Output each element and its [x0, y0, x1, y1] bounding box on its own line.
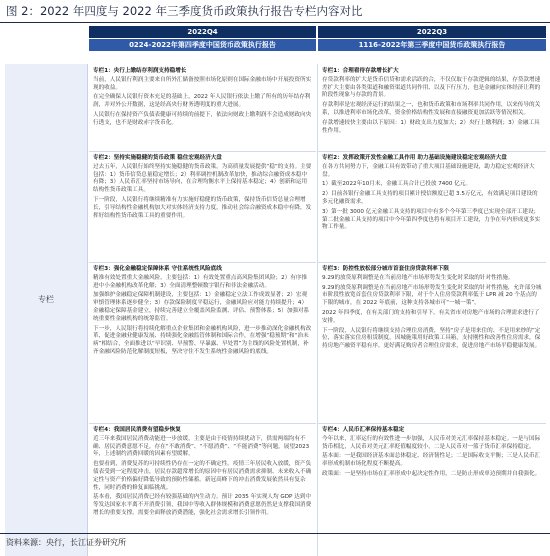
row-label: 专栏: [38, 295, 54, 304]
header-left-subtitle: 0224-2022年第四季度中国货币政策执行报告: [89, 39, 316, 51]
left-para: 近三年来我国居民消费动能进一步放缓，主要是由于疫情持续扰动下，供需两端均有不确、居民消费意愿不足。存在“不敢消费”、“不愿消费”、“不能消费”等问题。展望2023年，上述制约消费回暖的因素有望缓解。: [93, 435, 310, 458]
left-row-divider: [89, 262, 316, 263]
left-heading-3: 专栏3：强化金融稳定保障体系 守住系统性风险底线: [93, 266, 222, 272]
right-heading-1: 专栏1：合理看待存款增长扩大: [322, 68, 399, 74]
right-para: 政策面：一是坚持市场在汇率形成中起决定性作用，二是防止形成单边预期并自我强化。: [322, 470, 541, 477]
right-heading-3: 专栏3：防控性放松部分城市首套住房贷款利率下限: [322, 266, 449, 272]
right-para: 基本面：一是我国经济基本面总体稳定、经济韧性足；二是国际收支平衡；三是人民币汇率形成机制市场化程度不断提高。: [322, 453, 541, 468]
right-cell-1: [318, 66, 546, 150]
right-para: 9.29的放贷原利调整是在当前房地产市场形势发生变化时采取的针对性措施。: [322, 274, 514, 281]
header-left-period: 2022Q4: [89, 26, 316, 38]
right-para: 3）第一批 3000 亿元金融工具支持的项目中有多个今年第三季度已实现全部开工建设；第二批金融工具支持的项目中今年第四季度也将有项目开工建设，力争在年内形成更多实物工作量。: [322, 208, 541, 231]
right-para: 存贷款利率的扩大是货币信贷和需求活跃的合，不仅仅取于存款逻辑的结果，存贷款增速差扩大主要由各类渠道和融资渠道共同作用、以及下行压力，也是金融向实体经济让利的阶段性现象与存款的背景。: [322, 76, 541, 99]
right-para: 在各方共同努力下，金融工具有效带动了重大项目基础设施建设，助力稳定宏观经济大盘。: [322, 163, 535, 178]
right-para: 今年以来，汇率运行的有效性进一步加强，人民币对美元汇率保持基本稳定。一是与国际货币相比，人民币对美元汇率贬值幅度较小，二是人民币对一篮子货币汇率保持稳定。: [322, 435, 541, 450]
left-row-divider: [89, 151, 316, 152]
left-row-divider: [89, 423, 316, 424]
left-heading-1: 专栏1：央行上缴结存利润支持稳增长: [93, 68, 187, 74]
right-row-divider: [318, 151, 546, 152]
header-right-period: 2022Q3: [318, 26, 546, 38]
right-heading-2: 专栏2：发挥政策开发性金融工具作用 助力基础设施建设稳定宏观经济大盘: [322, 155, 507, 161]
left-cell-3: [89, 264, 316, 422]
right-row-divider: [318, 262, 546, 263]
footer-rule: [0, 533, 550, 534]
right-para: 2）目前各银行金融工具支持的项目累计授信额度已超 3.5万亿元，有效满足项目建设的多元化融资需求。: [322, 191, 538, 205]
right-row-divider: [318, 423, 546, 424]
left-para: 过去五年，人民银行始终坚持实施稳健的货币政策，为高质量发展提供“稳”的支持。主要包括：1）货币信贷总量稳定增长；2）利率调控机制改革加快，推动综合融资成本稳中有降；3）人民币汇率坚持市场导向，在合理均衡水平上保持基本稳定；4）创新和运用结构性货币政策工具。: [93, 163, 312, 194]
right-cell-3: [318, 264, 546, 422]
left-para: 下一阶段，人民银行将继续精准有力实施好稳健的货币政策，保持货币信贷总量合理增长，引导结构性金融机构加大对实体经济支持力度，推动社会综合融资成本稳中有降，发挥好结构性货币政策工具的重要作用。: [93, 196, 312, 219]
title-rule: [0, 22, 550, 23]
right-para: 2022 年四季度，在有关部门的支持和引导下，有关省市对房地产市场的合理需求进行了安排。: [322, 309, 540, 324]
right-para: 存款增速较快主要由以下原因：1）财政支出力度加大；2）央行上缴利润；3）金融工具性作用。: [322, 119, 540, 134]
right-para: 9.29的放贷原利调整是在当前房地产市场形势发生变化时采取的针对性措施，允许部分城市阶段性放宽首套住房贷款利率下限，对于个人住房贷款利率低于 LPR 减 20 个基点的下限的城市，在 2022 年底前，这种支持各城市可“一城一策”。: [322, 284, 542, 307]
left-cell-2: [89, 153, 316, 261]
left-para: 下一步，人民银行将持续化解重点企业集团和金融机构风险，进一步推动深化金融机构改革，促进金融业健康发展、持续强化金融监管体制和国际合作，在增强“稳预期”和“治未病”相结合，全面推进以“早识别、早预警、早暴露、早处置”为主线的风险处置机制，补齐金融风险防范化解制度短板，坚决守住不发生系统性金融风险的底线。: [93, 325, 312, 355]
header-right-subtitle: 1116-2022年第三季度中国货币政策执行报告: [318, 39, 546, 51]
left-cell-1: [89, 66, 316, 150]
left-para: 当前，人民银行利润主要来自所外汇储备按照市场化原则在国际金融市场中开展投资所实现的收益。: [93, 76, 312, 91]
source-note: 资料来源：央行，长江证券研究所: [6, 538, 126, 547]
right-para: 下一阶段，人民银行将继续支持合理住房消费，坚持“房子是用来住的、不是用来炒的”定位，落实落实住房租赁制度，因城施策用好政策工具箱，支持刚性和改善性住房需求，保持房地产融资平稳有序，更好满足购房者合理住房需求，促进房地产市场平稳健康发展。: [322, 327, 541, 350]
right-cell-4: [318, 425, 546, 555]
right-para: 1）截至2022年10月末，金融工具合计已投放 7400 亿元。: [322, 181, 471, 188]
left-para: 基本看，我国居民消费已经有较强基础的内生动力。预计 2035 年实现人均 GDP 达到中等发达国家水平离不开消费引领，我国中等收入群体规模和消费意愿仍然是支撑我国消费增长的重要支撑，需要全面释放消费潜能，强化社会需求增长引领作用。: [93, 494, 312, 516]
right-cell-2: [318, 153, 546, 261]
right-para: 存款利率是宏观经济运行的结果之一，也和货币政策和市场利率共同作用，以来传导的关系，以推进利率市场化改革，资金价格结构性发展和直接融资更加活跃等情况相关。: [322, 102, 541, 116]
left-para: 人民银行在保持资产负债表健康可持续的前提下，依法向财政上缴利润不会造成财政向央行透支，也不是财政赤字货币化。: [93, 111, 312, 126]
left-cell-4: [89, 425, 316, 555]
left-para: 加强维护金融稳定保障机制建设，主要包括：1）金融稳定立法工作成效显著；2）宏观审慎管理体系逐步健全；3）存款保险制度平稳运行，金融风险应对能力持续提升；4）金融稳定保障基金建立，持续完善建立全覆盖风险监测、评估、预警体系；5）加强对系统重要性金融机构的统筹监管。: [93, 292, 310, 322]
row-label-cell: [5, 64, 88, 556]
left-heading-2: 专栏2：坚持实施稳健的货币政策 稳住宏观经济大盘: [93, 155, 222, 161]
figure-title: 图 2：2022 年四度与 2022 年三季度货币政策执行报告专栏内容对比: [6, 4, 363, 18]
left-para: 在完全确保人民银行资本充足的基础上，2022 年人民银行依法上缴了所有的历年结存利润，并对外公开数据，这是经高央行财务透明度的重大进展。: [93, 94, 311, 109]
left-para: 也要看到，消费复苏的可持续性仍存在一定的不确定性。疫情三年居民收入放缓，资产负债表受到一定程度冲击，居民存款超常增长的原因中有居民消费需求抑制、未来收入不确定性与资产价格偏好降低导致的预防性储蓄。新冠高峰下的冲击消费发展依然具有复杂性，同时消费的修复面临挑战。: [93, 461, 312, 491]
left-heading-4: 专栏4：我国居民消费有望稳步恢复: [93, 427, 181, 433]
left-para: 精准有效处置重大金融风险，主要包括：1）有效处置重点高风险集团风险；2）有序推进中小金融机构改革化解；3）全面清理整顿数字银行和非法金融活动。: [93, 274, 308, 289]
right-heading-4: 专栏4：人民币汇率保持基本稳定: [322, 427, 405, 433]
